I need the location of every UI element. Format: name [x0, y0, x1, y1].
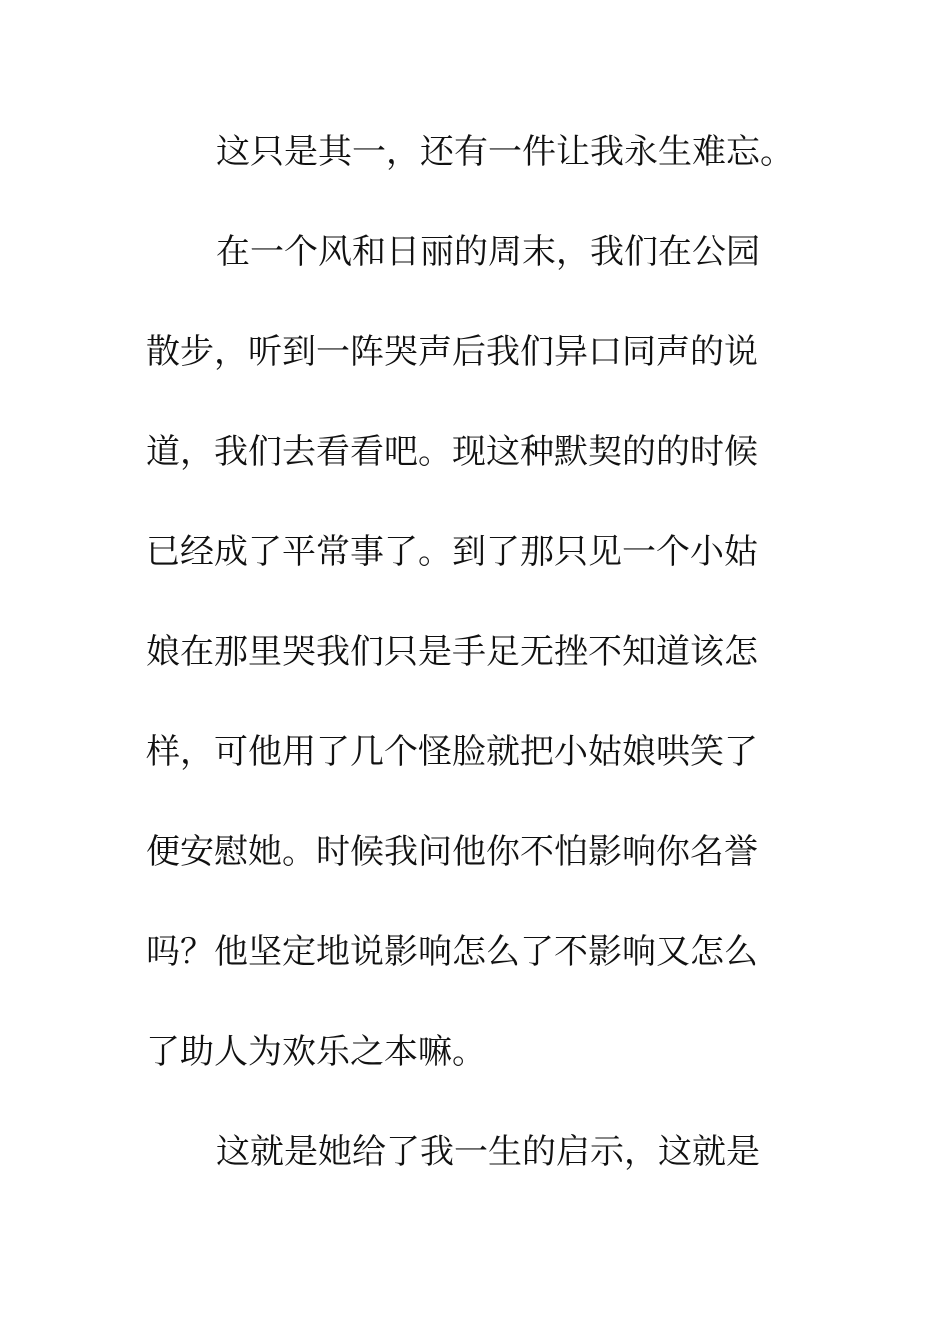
- paragraph-line-2: 在一个风和日丽的周末，我们在公园: [216, 232, 760, 272]
- paragraph-line-9: 吗？他坚定地说影响怎么了不影响又怎么: [146, 932, 758, 972]
- paragraph-line-11: 这就是她给了我一生的启示，这就是: [216, 1132, 760, 1172]
- paragraph-line-4: 道，我们去看看吧。现这种默契的的时候: [146, 432, 758, 472]
- paragraph-line-5: 已经成了平常事了。到了那只见一个小姑: [146, 532, 758, 572]
- paragraph-line-8: 便安慰她。时候我问他你不怕影响你名誉: [146, 832, 758, 872]
- paragraph-line-10: 了助人为欢乐之本嘛。: [146, 1032, 486, 1072]
- paragraph-line-6: 娘在那里哭我们只是手足无挫不知道该怎: [146, 632, 758, 672]
- paragraph-line-7: 样，可他用了几个怪脸就把小姑娘哄笑了: [146, 732, 758, 772]
- paragraph-line-3: 散步，听到一阵哭声后我们异口同声的说: [146, 332, 758, 372]
- paragraph-line-1: 这只是其一，还有一件让我永生难忘。: [216, 132, 794, 172]
